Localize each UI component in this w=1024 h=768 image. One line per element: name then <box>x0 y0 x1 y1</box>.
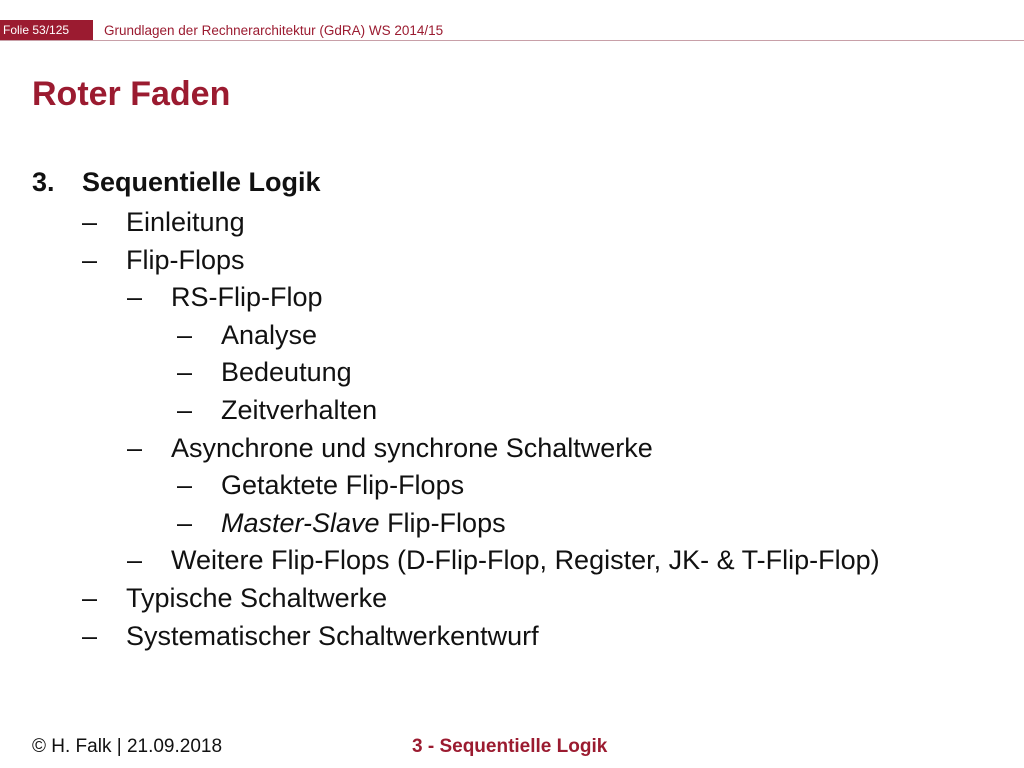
dash-bullet: – <box>177 357 193 388</box>
course-title: Grundlagen der Rechnerarchitektur (GdRA) WS 2014/15 <box>104 23 444 38</box>
dash-bullet: – <box>127 282 143 313</box>
dash-bullet: – <box>82 207 98 237</box>
outline-item-text: Analyse <box>221 319 318 350</box>
outline-item-text: Weitere Flip-Flops (D-Flip-Flop, Register, JK- & T-Flip-Flop) <box>171 545 880 576</box>
outline-item-text: Typische Schaltwerke <box>126 583 388 613</box>
section-number: 3. <box>32 167 55 197</box>
dash-bullet: – <box>177 507 193 538</box>
outline-item-text: Systematischer Schaltwerkentwurf <box>126 620 539 651</box>
dash-bullet: – <box>82 244 98 275</box>
slide-title: Roter Faden <box>32 75 231 113</box>
outline-item-italic-prefix: Master-Slave <box>221 507 380 538</box>
outline-item-text: Bedeutung <box>221 357 352 388</box>
outline-item-text-rest: Flip-Flops <box>379 507 506 538</box>
dash-bullet: – <box>127 545 143 576</box>
section-title: Sequentielle Logik <box>82 167 321 197</box>
outline-item-text: Getaktete Flip-Flops <box>221 470 465 501</box>
footer-chapter: 3 - Sequentielle Logik <box>412 736 608 757</box>
outline-item-text: RS-Flip-Flop <box>171 282 323 313</box>
dash-bullet: – <box>177 470 193 501</box>
footer-author-date: © H. Falk | 21.09.2018 <box>32 736 223 757</box>
dash-bullet: – <box>82 583 98 613</box>
outline-item-text: Einleitung <box>126 207 245 237</box>
dash-bullet: – <box>177 395 193 425</box>
slide-counter: Folie 53/125 <box>0 20 93 40</box>
outline-item-text <box>221 503 506 543</box>
outline-item-text: Zeitverhalten <box>221 395 378 425</box>
dash-bullet: – <box>127 432 143 463</box>
outline-item-text: Asynchrone und synchrone Schaltwerke <box>171 432 653 463</box>
header-divider <box>0 40 1024 41</box>
dash-bullet: – <box>177 319 193 350</box>
dash-bullet: – <box>82 620 98 651</box>
outline-item-text: Flip-Flops <box>126 244 245 275</box>
